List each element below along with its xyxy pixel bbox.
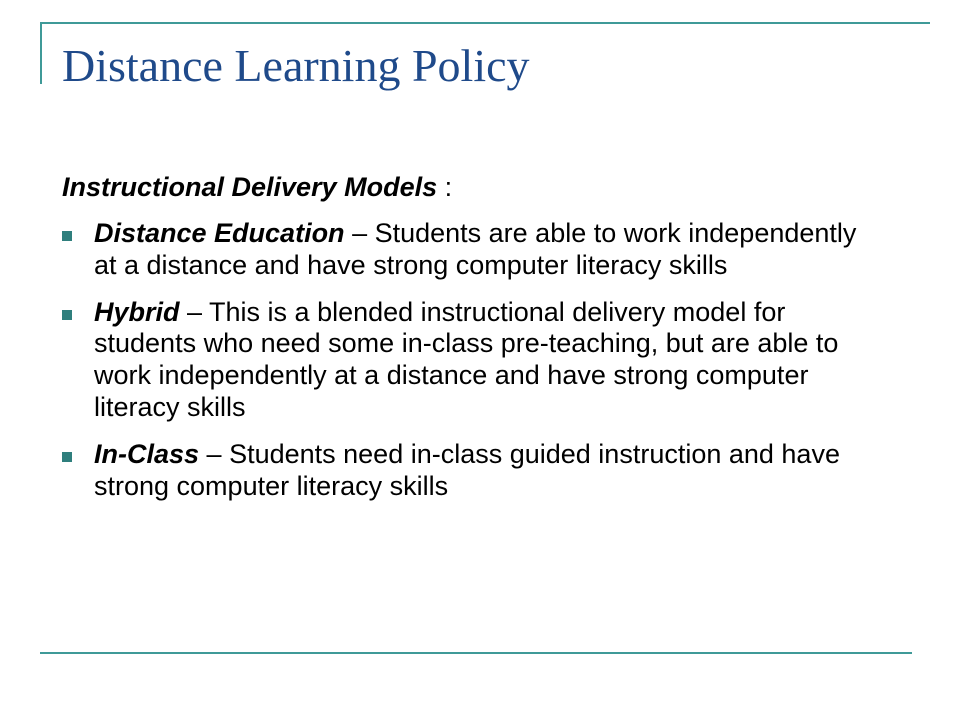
slide-title: Distance Learning Policy bbox=[62, 40, 530, 91]
top-vertical-rule bbox=[40, 22, 42, 84]
square-bullet-icon bbox=[62, 310, 72, 320]
bullet-text: – This is a blended instructional delivery model for students who need some in-class pre-teaching, but are able to work independently at a distance and have strong computer literacy skills bbox=[94, 296, 839, 423]
top-horizontal-rule bbox=[40, 22, 930, 24]
square-bullet-icon bbox=[62, 231, 72, 241]
subheading-suffix: : bbox=[437, 172, 453, 202]
subheading-label: Instructional Delivery Models bbox=[62, 172, 438, 202]
bullet-text: – Students need in-class guided instruction and have strong computer literacy skills bbox=[94, 439, 840, 501]
bullet-term: In-Class bbox=[94, 439, 200, 470]
square-bullet-icon bbox=[62, 452, 72, 462]
slide-body bbox=[62, 172, 862, 518]
bullet-list bbox=[62, 218, 862, 503]
list-item bbox=[62, 297, 862, 424]
bullet-term: Distance Education bbox=[94, 217, 345, 248]
bottom-horizontal-rule bbox=[40, 652, 912, 654]
list-item bbox=[62, 439, 862, 503]
bullet-text: – Students are able to work independently at a distance and have strong computer literacy skills bbox=[94, 217, 857, 280]
list-item bbox=[62, 218, 862, 282]
subheading bbox=[62, 172, 862, 204]
bullet-term: Hybrid bbox=[94, 296, 180, 327]
